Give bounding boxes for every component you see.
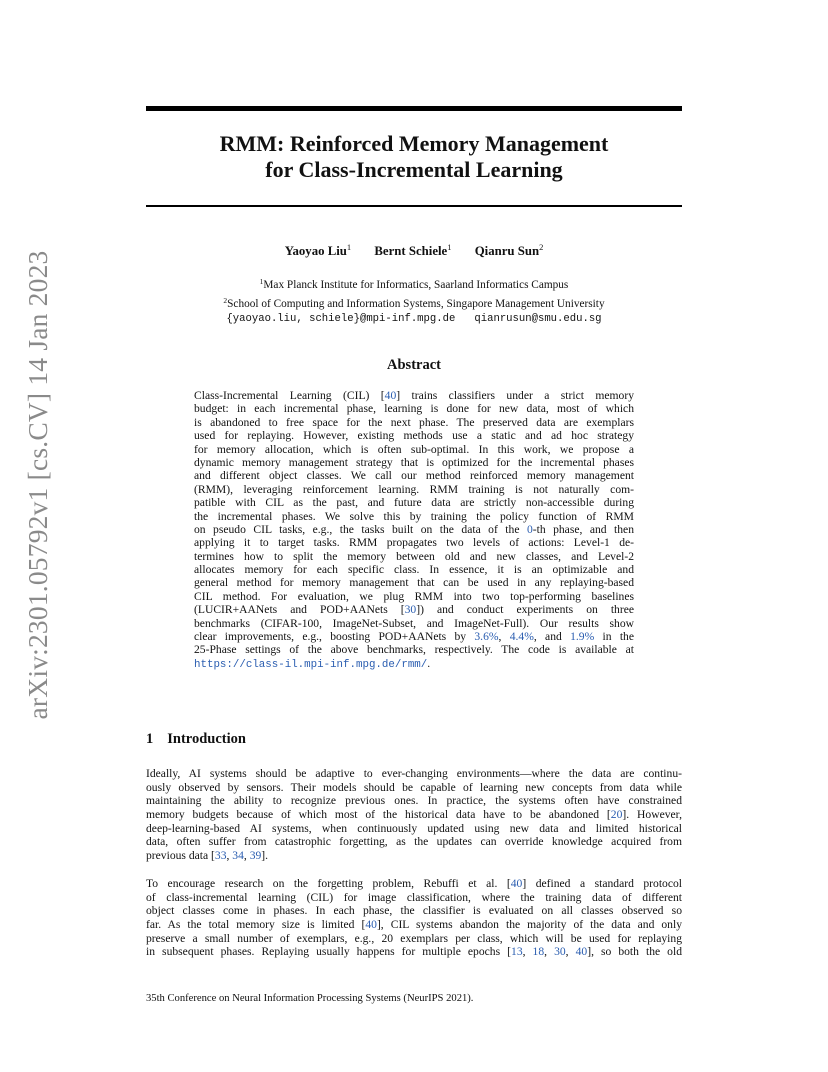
text-line (146, 918, 682, 932)
text-line (194, 483, 634, 496)
text-line (146, 904, 682, 918)
title-top-rule (146, 106, 682, 111)
text-segment: , (243, 849, 250, 863)
citation-link[interactable]: 0 (526, 522, 533, 536)
intro-paragraph-2 (146, 877, 682, 959)
text-segment: memory budgets because of which most of the historical data have to be abandoned [ (146, 808, 611, 822)
arxiv-stamp-text: arXiv:2301.05792v1 [cs.CV] 14 Jan 2023 (22, 250, 53, 720)
text-segment: of class-incremental learning (CIL) for image classification, where the training data of different (146, 890, 682, 904)
text-segment: (LUCIR+AANets and POD+AANets [ (194, 603, 405, 617)
citation-link[interactable]: 1.9% (570, 630, 595, 644)
citation-link[interactable]: 33 (214, 849, 227, 863)
text-segment: patible with CIL as the past, and future data are strictly non-accessible during (194, 496, 634, 510)
text-segment: ] defined a standard protocol (522, 877, 682, 890)
text-line (194, 523, 634, 536)
intro-paragraph-1 (146, 767, 682, 863)
text-segment: the incremental phases. We solve this by training the policy function of RMM (194, 509, 634, 523)
text-line (194, 496, 634, 509)
section-heading (146, 731, 246, 748)
text-line (194, 617, 634, 630)
title-line-1: RMM: Reinforced Memory Management (219, 131, 609, 156)
text-segment: ]. (261, 849, 269, 863)
citation-link[interactable]: 13 (511, 945, 523, 959)
text-segment: ]. However, (622, 808, 682, 822)
citation-link[interactable]: 3.6% (474, 630, 499, 644)
conference-footnote: 35th Conference on Neural Information Processing Systems (NeurIPS 2021). (146, 993, 474, 1004)
text-segment: CIL method. For evaluation, we plug RMM into two top-performing baselines (194, 589, 634, 603)
text-segment: is abandoned to free space for the next phase. The preserved data are exemplars (194, 415, 634, 429)
text-segment: Ideally, AI systems should be adaptive to ever-changing environments—where the data are continu- (146, 767, 682, 780)
section-title: Introduction (167, 731, 246, 747)
text-line (146, 822, 682, 836)
text-line (146, 945, 682, 959)
text-segment: preserve a small number of exemplars, e.g., 20 exemplars per class, which will be used for replaying (146, 931, 682, 945)
text-line (194, 643, 634, 656)
text-line (146, 808, 682, 822)
abstract-body (194, 389, 634, 670)
text-segment: , (565, 945, 576, 959)
citation-link[interactable]: 30 (404, 603, 417, 617)
text-line (194, 536, 634, 549)
text-segment: maintaining the ability to recognize previous ones. In practice, the systems often have constrained (146, 794, 682, 808)
text-segment: ] trains classifiers under a strict memory (396, 389, 634, 402)
text-segment: object classes come in phases. In each phase, the classifier is evaluated on all classes observed so (146, 904, 682, 918)
text-segment: used for replaying. However, existing methods use a static and ad hoc strategy (194, 429, 634, 443)
text-line (194, 416, 634, 429)
text-segment: clear improvements, e.g., boosting POD+AANets by (194, 630, 475, 644)
text-line (194, 576, 634, 589)
text-segment: and different object classes. We call our method reinforced memory management (194, 469, 634, 483)
abstract-heading: Abstract (387, 357, 441, 373)
author-emails: {yaoyao.liu, schiele}@mpi-inf.mpg.de qianrusun@smu.edu.sg (226, 313, 602, 326)
text-segment: Class-Incremental Learning (CIL) [ (194, 389, 385, 402)
text-line (194, 563, 634, 576)
text-line (194, 590, 634, 603)
text-line (146, 891, 682, 905)
text-line (194, 389, 634, 402)
text-segment: for memory allocation, which is often sub-optimal. In this work, we propose a (194, 442, 634, 456)
text-segment: To encourage research on the forgetting problem, Rebuffi et al. [ (146, 877, 511, 890)
text-line (194, 550, 634, 563)
text-line (194, 456, 634, 469)
text-segment: previous data [ (146, 849, 215, 863)
text-segment: allocates memory for each specific class. In essence, it is an optimizable and (194, 563, 634, 577)
text-segment: deep-learning-based AI systems, when continuously updated using new data and limited historical (146, 821, 682, 835)
text-segment: ], so both the old (587, 945, 682, 959)
text-segment: in subsequent phases. Replaying usually happens for multiple epochs [ (146, 945, 512, 959)
affiliation-line: $^2$School of Computing and Information Systems, Singapore Management University (223, 296, 605, 311)
title-line-2: for Class-Incremental Learning (265, 157, 563, 182)
text-segment: in the (594, 630, 635, 644)
affiliation-line: $^1$Max Planck Institute for Informatics, Saarland Informatics Campus (259, 277, 569, 291)
citation-link[interactable]: 30 (554, 945, 566, 959)
affiliations (146, 274, 682, 328)
text-segment: 25-Phase settings of the above benchmarks, respectively. The code is available at (194, 643, 634, 657)
text-line: https://class-il.mpi-inf.mpg.de/rmm/. (194, 656, 431, 671)
text-line (146, 835, 682, 849)
text-segment: general method for memory management that can be used in any replaying-based (194, 576, 634, 590)
text-segment: on pseudo CIL tasks, e.g., the tasks built on the data of the (194, 522, 527, 536)
text-line (194, 402, 634, 415)
code-url-link[interactable]: https://class-il.mpi-inf.mpg.de/rmm/ (194, 658, 428, 671)
citation-link[interactable]: 40 (365, 918, 377, 932)
text-segment: ]) and conduct experiments on three (416, 603, 634, 617)
text-line (194, 510, 634, 523)
text-line (146, 794, 682, 808)
text-segment: -th phase, and then (532, 522, 634, 536)
text-line (194, 443, 634, 456)
text-segment: ], CIL systems abandon the majority of the data and only (376, 918, 682, 932)
text-line (146, 932, 682, 946)
text-segment: , (498, 630, 510, 644)
title-bottom-rule (146, 205, 682, 207)
text-segment: budget: in each incremental phase, learning is done for new data, most of which (194, 402, 634, 416)
citation-link[interactable]: 18 (532, 945, 545, 959)
citation-link[interactable]: 39 (249, 849, 262, 863)
citation-link[interactable]: 40 (575, 945, 588, 959)
text-segment: benchmarks (CIFAR-100, ImageNet-Subset, and ImageNet-Full). Our results show (194, 616, 634, 630)
text-line (146, 767, 682, 781)
author: Bernt Schiele$^1$ (374, 242, 452, 258)
text-segment: far. As the total memory size is limited [ (146, 918, 366, 932)
text-segment: , and (533, 630, 571, 644)
arxiv-stamp (18, 250, 58, 720)
section-number: 1 (146, 731, 154, 747)
text-segment: data, often suffer from catastrophic forgetting, as the updates can override knowledge acquired from (146, 835, 682, 849)
citation-link[interactable]: 40 (510, 877, 523, 890)
citation-link[interactable]: 4.4% (509, 630, 534, 644)
text-segment: termines how to split the memory between old and new classes, and Level-2 (194, 549, 634, 563)
text-line (146, 849, 682, 863)
text-segment: dynamic memory management strategy that is optimized for the incremental phases (194, 455, 634, 469)
paper-title (146, 131, 682, 183)
text-line (194, 469, 634, 482)
text-line (194, 603, 634, 616)
text-segment: , (544, 945, 555, 959)
text-line (194, 429, 634, 442)
text-segment: ously observed by sensors. Their models should be capable of learning new concepts from data while (146, 780, 682, 794)
text-line (194, 630, 634, 643)
citation-link[interactable]: 20 (610, 808, 623, 822)
author: Qianru Sun$^2$ (474, 242, 544, 258)
author: Yaoyao Liu$^1$ (284, 242, 352, 258)
text-line (146, 877, 682, 891)
text-segment: applying it to target tasks. RMM propagates two levels of actions: Level-1 de- (194, 536, 634, 550)
text-segment: (RMM), leveraging reinforcement learning. RMM training is not naturally com- (194, 482, 634, 496)
text-segment: , (522, 945, 533, 959)
author-list (146, 242, 682, 259)
text-line (146, 781, 682, 795)
citation-link[interactable]: 40 (384, 389, 397, 402)
text-segment: , (226, 849, 233, 863)
citation-link[interactable]: 34 (232, 849, 244, 863)
